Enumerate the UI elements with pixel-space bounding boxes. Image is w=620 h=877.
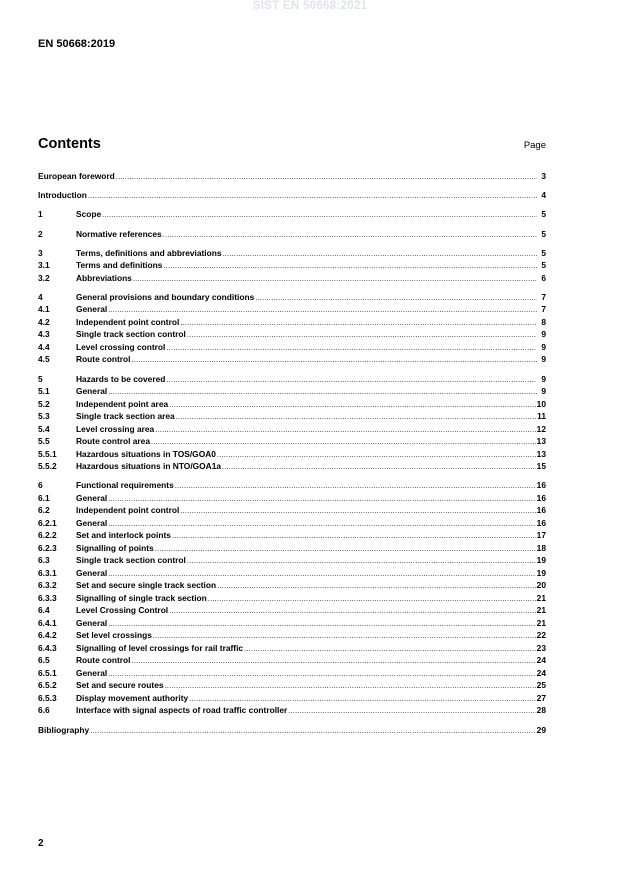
toc-entry[interactable]	[38, 554, 546, 567]
toc-entry-page: 21	[536, 605, 546, 616]
toc-entry-page: 7	[541, 304, 546, 315]
toc-entry-title: Bibliography	[38, 724, 90, 735]
toc-entry-page: 5	[541, 247, 546, 258]
page-number: 2	[38, 838, 44, 849]
toc-dot-leader	[102, 209, 537, 222]
toc-dot-leader	[163, 229, 537, 242]
watermark: SIST EN 50668:2021	[252, 0, 368, 12]
toc-entry-page: 10	[536, 398, 546, 409]
toc-entry-title: Hazardous situations in TOS/GOA0	[76, 448, 216, 459]
toc-entry-title: Independent point area	[76, 398, 169, 409]
toc-entry[interactable]	[38, 479, 546, 492]
toc-entry[interactable]	[38, 435, 546, 448]
toc-dot-leader	[255, 292, 537, 305]
toc-entry-title: Scope	[76, 209, 102, 220]
toc-entry-page: 15	[536, 461, 546, 472]
toc-entry[interactable]	[38, 291, 546, 304]
toc-entry[interactable]	[38, 617, 546, 630]
toc-entry-number: 4.1	[38, 304, 50, 315]
toc-entry-page: 5	[541, 228, 546, 239]
toc-entry-number: 6.2	[38, 505, 50, 516]
toc-entry-page: 8	[541, 316, 546, 327]
toc-entry-number: 5.1	[38, 386, 50, 397]
toc-entry-page: 19	[536, 555, 546, 566]
toc-entry-title: Terms, definitions and abbreviations	[76, 247, 222, 258]
toc-entry-number: 6.2.2	[38, 530, 57, 541]
toc-entry-title: General	[76, 517, 108, 528]
toc-entry[interactable]	[38, 208, 546, 221]
toc-entry-title: Interface with signal aspects of road traffic controller	[76, 705, 288, 716]
toc-entry-page: 16	[536, 480, 546, 491]
toc-entry[interactable]	[38, 504, 546, 517]
toc-entry[interactable]	[38, 410, 546, 423]
toc-dot-leader	[208, 593, 536, 606]
contents-title: Contents	[38, 136, 101, 152]
toc-entry-number: 1	[38, 209, 43, 220]
toc-entry[interactable]	[38, 272, 546, 285]
toc-entry-number: 3.1	[38, 260, 50, 271]
toc-entry-number: 6.6	[38, 705, 50, 716]
toc-entry-title: Level crossing control	[76, 341, 166, 352]
toc-dot-leader	[172, 530, 536, 543]
toc-entry[interactable]	[38, 328, 546, 341]
toc-entry-title: General	[76, 567, 108, 578]
toc-dot-leader	[180, 505, 535, 518]
toc-entry[interactable]	[38, 341, 546, 354]
toc-entry[interactable]	[38, 529, 546, 542]
toc-entry[interactable]	[38, 579, 546, 592]
toc-entry-title: Level crossing area	[76, 423, 155, 434]
toc-entry-title: Single track section area	[76, 411, 175, 422]
toc-entry[interactable]	[38, 517, 546, 530]
toc-dot-leader	[108, 618, 535, 631]
toc-entry-number: 5	[38, 373, 43, 384]
toc-entry[interactable]	[38, 398, 546, 411]
toc-entry[interactable]	[38, 592, 546, 605]
toc-entry-number: 6.3.3	[38, 592, 57, 603]
toc-dot-leader	[131, 354, 537, 367]
toc-dot-leader	[175, 480, 536, 493]
toc-entry-page: 9	[541, 373, 546, 384]
toc-dot-leader	[217, 449, 536, 462]
toc-entry[interactable]	[38, 724, 546, 737]
toc-entry-number: 6.4.2	[38, 630, 57, 641]
toc-entry-page: 9	[541, 341, 546, 352]
toc-dot-leader	[108, 668, 535, 681]
toc-entry-number: 4	[38, 291, 43, 302]
toc-entry-title: Signalling of points	[76, 542, 154, 553]
toc-entry-page: 5	[541, 260, 546, 271]
toc-entry-title: Single track section control	[76, 329, 186, 340]
toc-dot-leader	[217, 580, 536, 593]
toc-entry-title: Hazardous situations in NTO/GOA1a	[76, 461, 222, 472]
toc-entry[interactable]	[38, 259, 546, 272]
toc-entry-title: Route control	[76, 655, 131, 666]
toc-dot-leader	[223, 248, 537, 261]
toc-entry-title: Introduction	[38, 190, 87, 201]
toc-dot-leader	[288, 705, 535, 718]
toc-dot-leader	[155, 424, 535, 437]
toc-entry[interactable]	[38, 189, 546, 202]
toc-entry-number: 5.5.1	[38, 448, 57, 459]
toc-entry-title: Independent point control	[76, 505, 180, 516]
toc-entry-title: Terms and definitions	[76, 260, 163, 271]
toc-dot-leader	[88, 190, 537, 203]
toc-entry-number: 6.4	[38, 605, 50, 616]
toc-entry-page: 21	[536, 592, 546, 603]
toc-entry[interactable]	[38, 316, 546, 329]
toc-entry-title: Level Crossing Control	[76, 605, 169, 616]
table-of-contents	[38, 170, 546, 736]
toc-dot-leader	[180, 317, 537, 330]
toc-dot-leader	[187, 555, 536, 568]
toc-entry-number: 4.4	[38, 341, 50, 352]
toc-entry-page: 21	[536, 617, 546, 628]
toc-entry-number: 6.3	[38, 555, 50, 566]
toc-entry-page: 16	[536, 505, 546, 516]
toc-dot-leader	[108, 518, 535, 531]
toc-entry-page: 17	[536, 530, 546, 541]
toc-entry-title: Signalling of level crossings for rail traffic	[76, 642, 244, 653]
toc-entry-page: 19	[536, 567, 546, 578]
toc-entry-title: Abbreviations	[76, 272, 132, 283]
toc-entry[interactable]	[38, 692, 546, 705]
toc-entry-page: 6	[541, 272, 546, 283]
toc-dot-leader	[155, 543, 536, 556]
toc-entry-number: 4.3	[38, 329, 50, 340]
toc-entry-title: General provisions and boundary conditions	[76, 291, 255, 302]
toc-entry-number: 6.2.1	[38, 517, 57, 528]
toc-entry-page: 16	[536, 517, 546, 528]
toc-entry[interactable]	[38, 642, 546, 655]
toc-entry-number: 6.4.3	[38, 642, 57, 653]
toc-entry-title: European foreword	[38, 171, 115, 181]
toc-entry[interactable]	[38, 170, 546, 183]
toc-entry-number: 2	[38, 228, 43, 239]
document-id: EN 50668:2019	[38, 38, 116, 50]
toc-entry-page: 3	[541, 171, 546, 181]
toc-entry-page: 9	[541, 329, 546, 340]
toc-dot-leader	[90, 725, 535, 738]
toc-entry-title: General	[76, 617, 108, 628]
toc-dot-leader	[165, 680, 536, 693]
toc-entry-number: 6.5.2	[38, 680, 57, 691]
toc-entry-number: 6	[38, 480, 43, 491]
toc-entry-number: 6.5.1	[38, 667, 57, 678]
toc-entry-page: 23	[536, 642, 546, 653]
toc-entry-number: 6.3.1	[38, 567, 57, 578]
toc-entry[interactable]	[38, 448, 546, 461]
toc-dot-leader	[169, 605, 536, 618]
toc-entry-page: 7	[541, 291, 546, 302]
toc-dot-leader	[163, 260, 537, 273]
toc-entry[interactable]	[38, 667, 546, 680]
toc-entry[interactable]	[38, 373, 546, 386]
toc-entry-number: 5.2	[38, 398, 50, 409]
toc-entry-title: General	[76, 304, 108, 315]
toc-entry-title: Set level crossings	[76, 630, 152, 641]
toc-entry-number: 6.5	[38, 655, 50, 666]
toc-entry-title: Display movement authority	[76, 692, 189, 703]
toc-dot-leader	[187, 329, 537, 342]
toc-dot-leader	[108, 386, 537, 399]
toc-entry-page: 18	[536, 542, 546, 553]
toc-entry-number: 4.2	[38, 316, 50, 327]
toc-entry-page: 22	[536, 630, 546, 641]
toc-dot-leader	[166, 342, 537, 355]
toc-entry[interactable]	[38, 604, 546, 617]
toc-entry[interactable]	[38, 303, 546, 316]
toc-entry-number: 4.5	[38, 354, 50, 365]
toc-entry-title: Signalling of single track section	[76, 592, 207, 603]
toc-entry[interactable]	[38, 460, 546, 473]
toc-dot-leader	[176, 411, 536, 424]
toc-entry-title: Hazards to be covered	[76, 373, 166, 384]
toc-entry-title: Set and interlock points	[76, 530, 171, 541]
toc-entry-title: Functional requirements	[76, 480, 174, 491]
toc-entry-page: 13	[536, 448, 546, 459]
toc-entry-page: 9	[541, 354, 546, 365]
toc-entry[interactable]	[38, 228, 546, 241]
toc-entry-page: 4	[541, 190, 546, 201]
toc-entry[interactable]	[38, 247, 546, 260]
toc-entry-number: 6.1	[38, 492, 50, 503]
toc-entry-title: Route control	[76, 354, 131, 365]
toc-entry-title: Independent point control	[76, 316, 180, 327]
toc-entry-title: General	[76, 492, 108, 503]
toc-entry-number: 6.3.2	[38, 580, 57, 591]
toc-dot-leader	[131, 655, 535, 668]
toc-entry-page: 13	[536, 436, 546, 447]
toc-entry-number: 6.5.3	[38, 692, 57, 703]
toc-entry-page: 24	[536, 655, 546, 666]
toc-entry[interactable]	[38, 423, 546, 436]
toc-entry-page: 16	[536, 492, 546, 503]
toc-entry-number: 5.3	[38, 411, 50, 422]
toc-entry-page: 5	[541, 209, 546, 220]
page-column-label: Page	[523, 140, 546, 151]
toc-dot-leader	[133, 273, 537, 286]
toc-entry-title: Set and secure single track section	[76, 580, 217, 591]
toc-dot-leader	[244, 643, 536, 656]
toc-entry-title: General	[76, 667, 108, 678]
toc-entry-title: General	[76, 386, 108, 397]
toc-dot-leader	[222, 461, 536, 474]
toc-dot-leader	[116, 171, 537, 184]
toc-entry[interactable]	[38, 492, 546, 505]
toc-entry-page: 12	[536, 423, 546, 434]
toc-entry-title: Route control area	[76, 436, 150, 447]
toc-entry[interactable]	[38, 542, 546, 555]
toc-entry[interactable]	[38, 567, 546, 580]
toc-entry-number: 5.4	[38, 423, 50, 434]
toc-entry-title: Normative references	[76, 228, 162, 239]
toc-entry-page: 24	[536, 667, 546, 678]
toc-entry-title: Set and secure routes	[76, 680, 164, 691]
toc-entry-number: 5.5.2	[38, 461, 57, 472]
toc-entry[interactable]	[38, 654, 546, 667]
toc-entry-page: 25	[536, 680, 546, 691]
toc-entry[interactable]	[38, 704, 546, 717]
toc-entry-page: 29	[536, 724, 546, 735]
toc-dot-leader	[166, 374, 537, 387]
toc-entry-page: 11	[537, 411, 546, 422]
toc-entry-number: 6.2.3	[38, 542, 57, 553]
toc-entry-page: 20	[536, 580, 546, 591]
toc-dot-leader	[169, 399, 536, 412]
toc-entry[interactable]	[38, 679, 546, 692]
toc-entry-number: 5.5	[38, 436, 50, 447]
toc-entry-number: 6.4.1	[38, 617, 57, 628]
toc-entry[interactable]	[38, 353, 546, 366]
toc-entry-title: Single track section control	[76, 555, 186, 566]
toc-entry[interactable]	[38, 629, 546, 642]
toc-entry-page: 9	[541, 386, 546, 397]
toc-entry-number: 3	[38, 247, 43, 258]
toc-entry-number: 3.2	[38, 272, 50, 283]
toc-entry-page: 28	[536, 705, 546, 716]
toc-entry-page: 27	[536, 692, 546, 703]
toc-entry[interactable]	[38, 385, 546, 398]
